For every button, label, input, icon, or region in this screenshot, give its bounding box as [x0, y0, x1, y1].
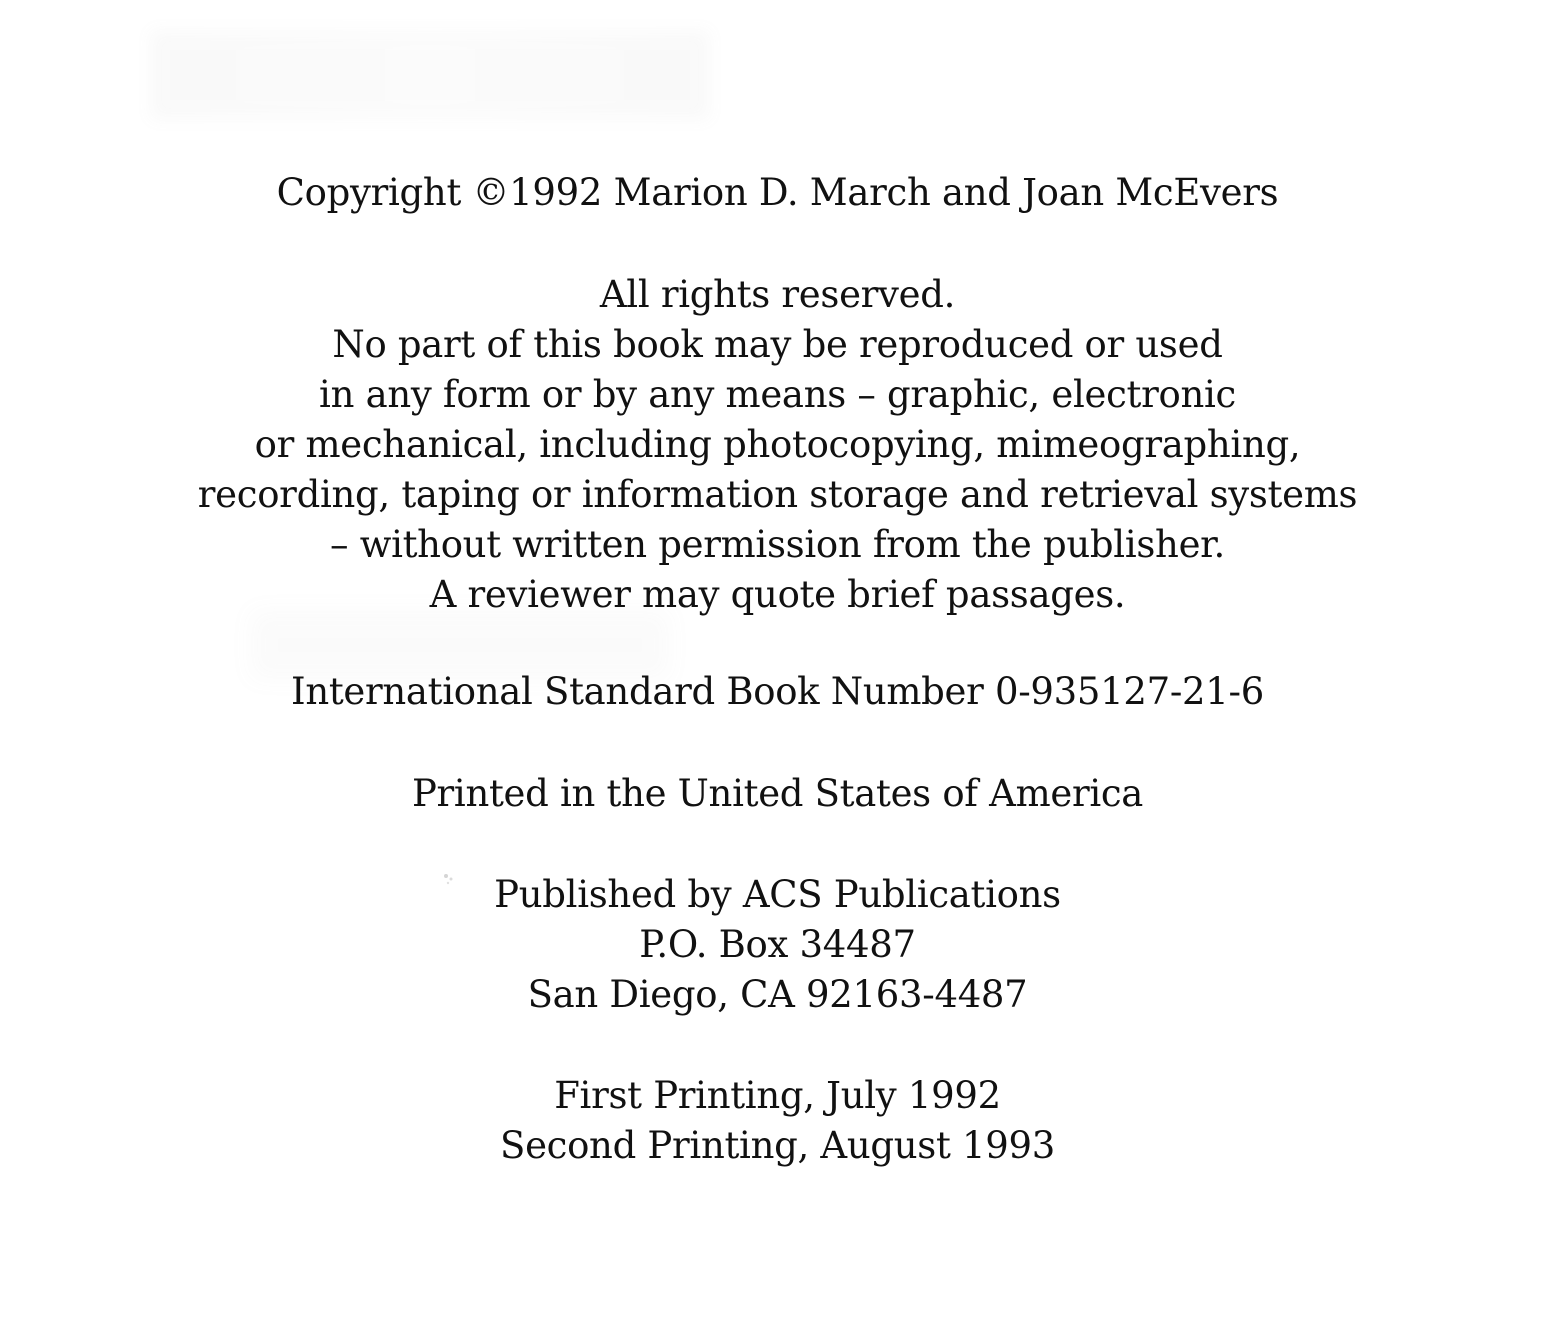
- printed-in-line: Printed in the United States of America: [411, 772, 1144, 815]
- publisher-line-1: Published by ACS Publications: [494, 873, 1061, 916]
- publisher-line-2: P.O. Box 34487: [639, 923, 916, 966]
- second-printing-line: Second Printing, August 1993: [500, 1124, 1055, 1167]
- rights-line-2: No part of this book may be reproduced or used: [332, 323, 1223, 366]
- rights-line-1: All rights reserved.: [599, 273, 956, 316]
- rights-line-5: recording, taping or information storage and retrieval systems: [197, 473, 1358, 516]
- bleed-through-shadow: [150, 30, 710, 120]
- isbn-line: International Standard Book Number 0-935127-21-6: [291, 670, 1264, 713]
- rights-line-4: or mechanical, including photocopying, mimeographing,: [254, 423, 1301, 466]
- copyright-line: Copyright ©1992 Marion D. March and Joan McEvers: [276, 171, 1279, 214]
- rights-line-3: in any form or by any means – graphic, electronic: [319, 373, 1236, 416]
- rights-line-6: – without written permission from the publisher.: [330, 523, 1225, 566]
- first-printing-line: First Printing, July 1992: [554, 1074, 1001, 1117]
- publisher-line-3: San Diego, CA 92163-4487: [527, 973, 1028, 1016]
- rights-line-7: A reviewer may quote brief passages.: [429, 573, 1126, 616]
